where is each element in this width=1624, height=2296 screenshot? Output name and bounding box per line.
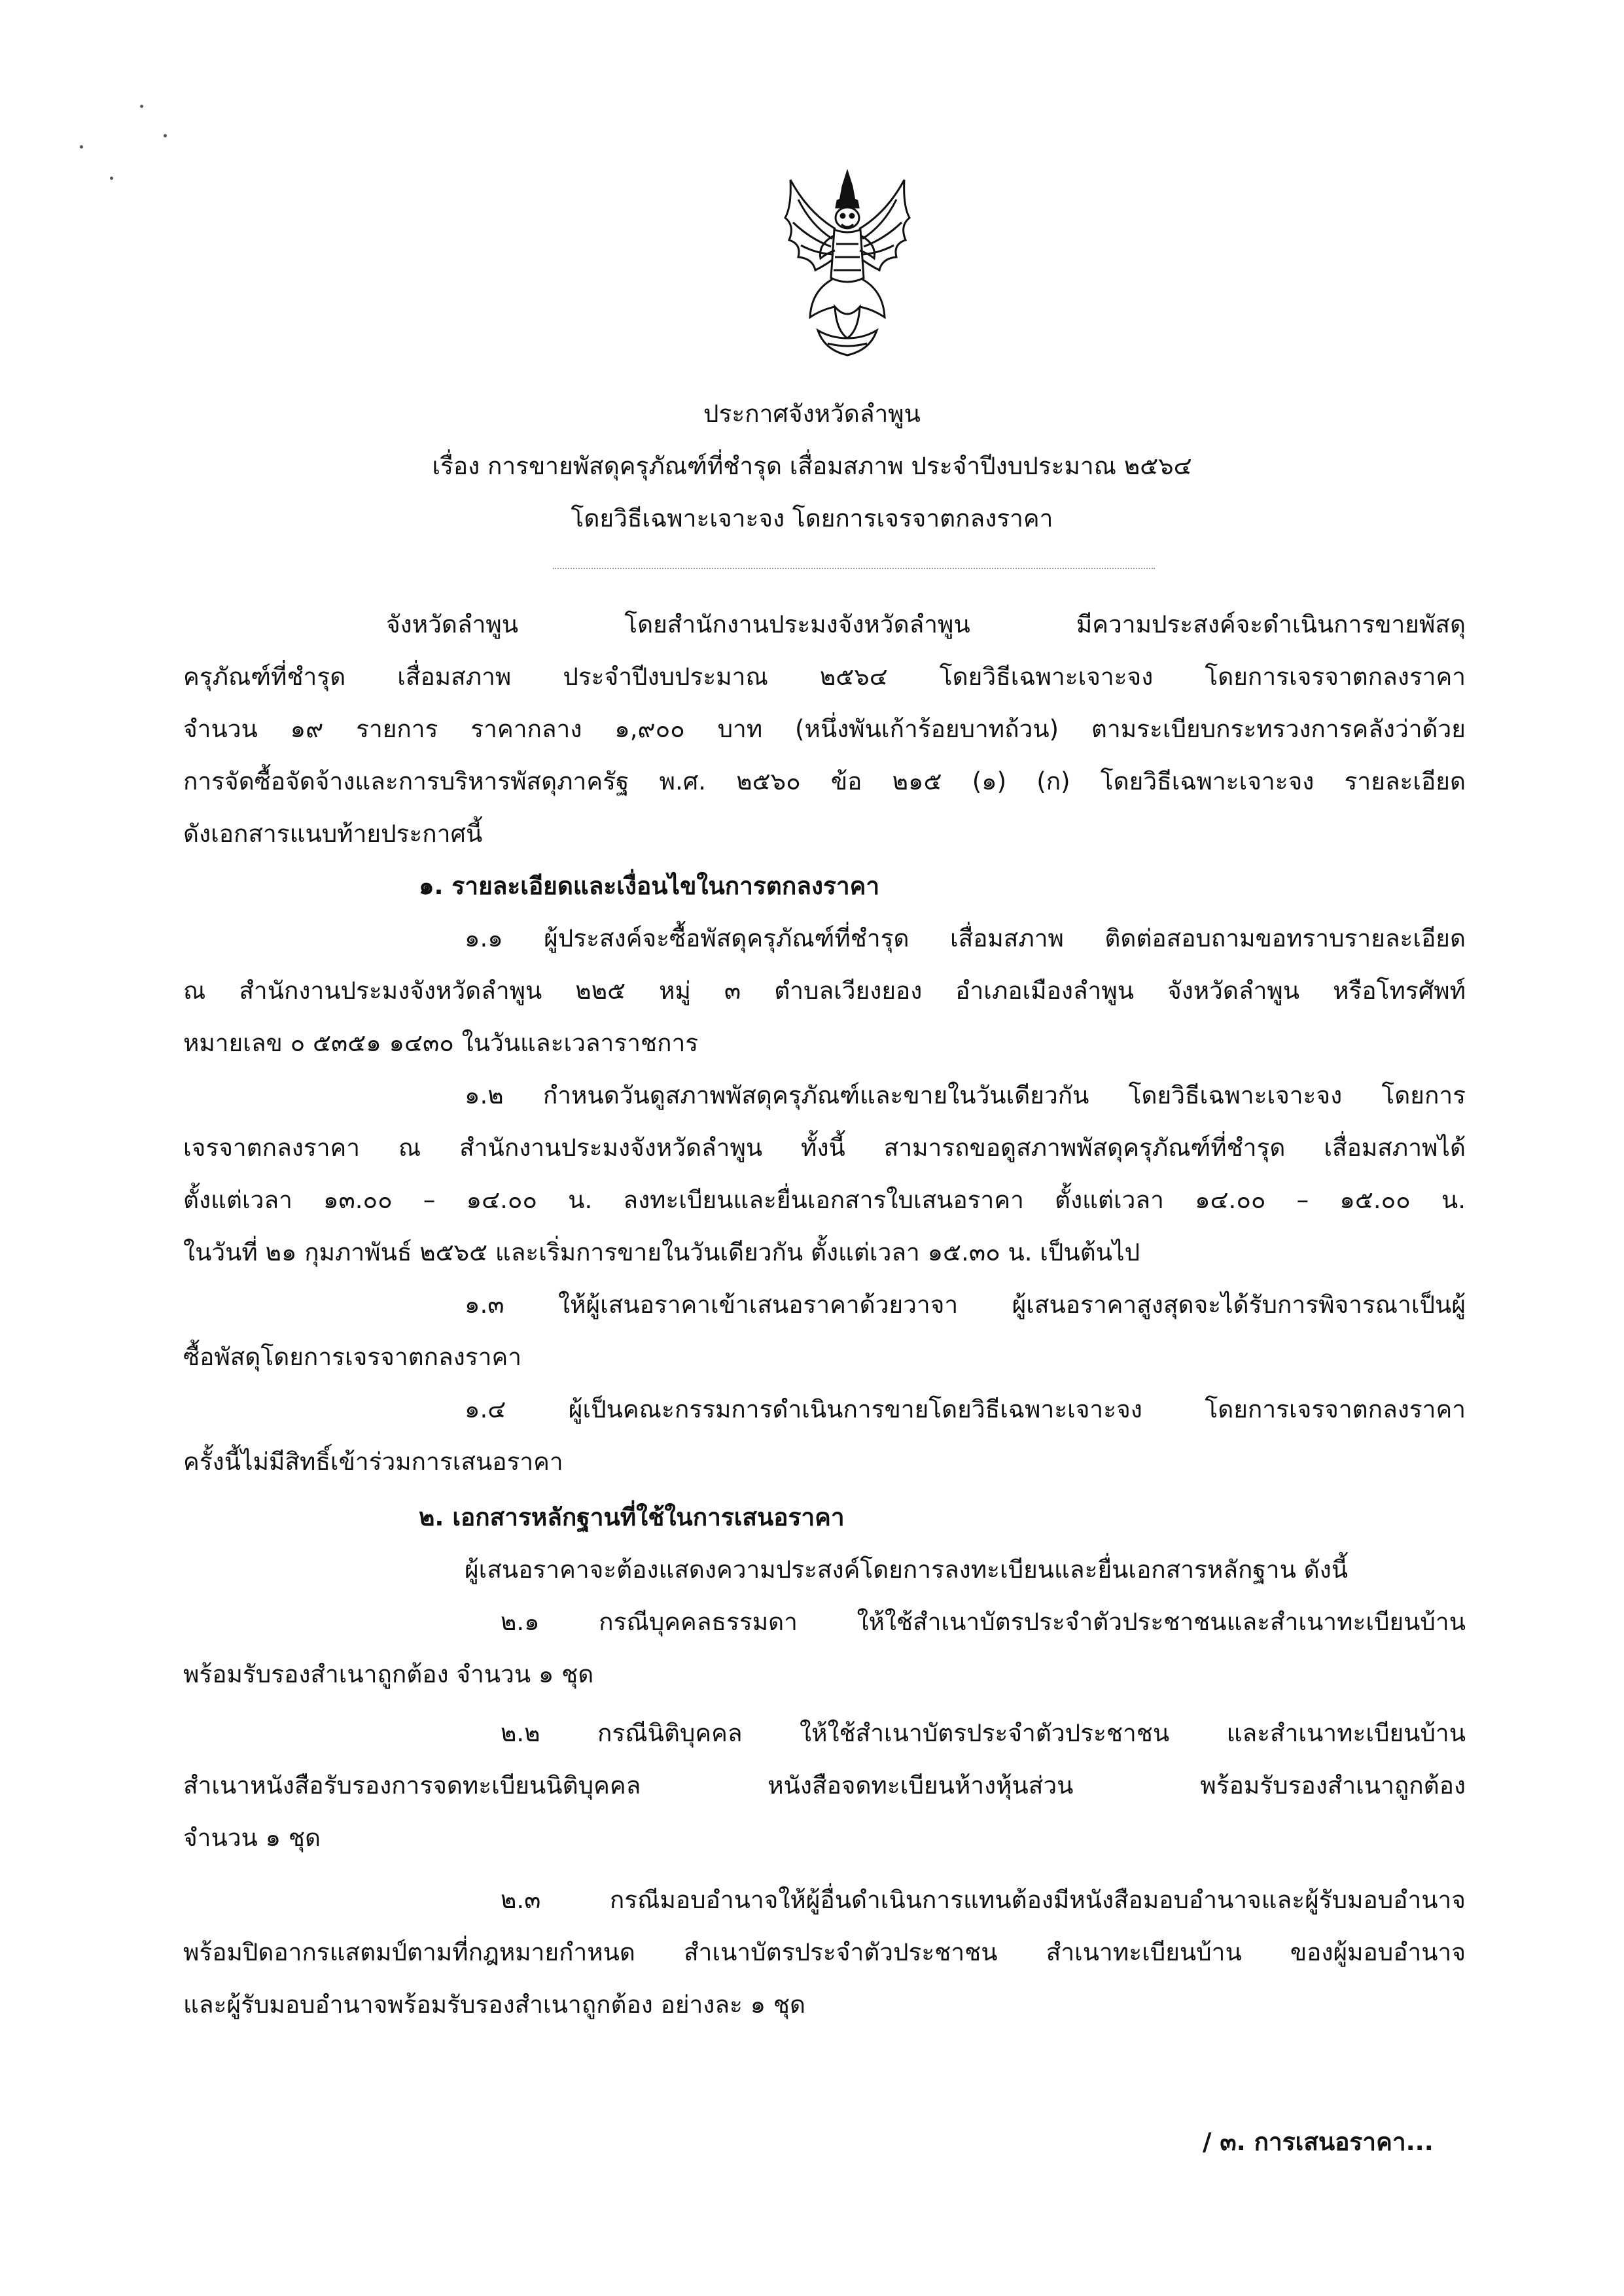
section-1-item-2: ในวันที่ ๒๑ กุมภาพันธ์ ๒๕๖๕ และเริ่มการขายในวันเดียวกัน ตั้งแต่เวลา ๑๕.๓๐ น. เป็นต้นไป [183, 1238, 1140, 1266]
section-1-item-2: เจรจาตกลงราคา ณ สำนักงานประมงจังหวัดลำพูน ทั้งนี้ สามารถขอดูสภาพพัสดุครุภัณฑ์ที่ชำรุด เสื่อมสภาพได้ [183, 1134, 1466, 1162]
scan-speck [164, 134, 167, 137]
section-2-item-2: ๒.๒ กรณีนิติบุคคล ให้ใช้สำเนาบัตรประจำตัวประชาชน และสำเนาทะเบียนบ้าน [501, 1719, 1466, 1747]
subject-line: เรื่อง การขายพัสดุครุภัณฑ์ที่ชำรุด เสื่อมสภาพ ประจำปีงบประมาณ ๒๕๖๔ [432, 452, 1192, 480]
section-1-item-4: ครั้งนี้ไม่มีสิทธิ์เข้าร่วมการเสนอราคา [183, 1448, 563, 1476]
intro-line: จังหวัดลำพูน โดยสำนักงานประมงจังหวัดลำพูน มีความประสงค์จะดำเนินการขายพัสดุ [386, 610, 1466, 638]
method-line: โดยวิธีเฉพาะเจาะจง โดยการเจรจาตกลงราคา [571, 504, 1053, 532]
header-divider [553, 568, 1155, 569]
intro-line: ดังเอกสารแนบท้ายประกาศนี้ [183, 820, 483, 848]
garuda-emblem-icon [772, 167, 923, 363]
intro-line: ครุภัณฑ์ที่ชำรุด เสื่อมสภาพ ประจำปีงบประมาณ ๒๕๖๔ โดยวิธีเฉพาะเจาะจง โดยการเจรจาตกลงราคา [183, 663, 1466, 691]
section-1-item-1: ณ สำนักงานประมงจังหวัดลำพูน ๒๒๕ หมู่ ๓ ตำบลเวียงยอง อำเภอเมืองลำพูน จังหวัดลำพูน หรือโทรศัพท์ [183, 977, 1466, 1005]
intro-line: จำนวน ๑๙ รายการ ราคากลาง ๑,๙๐๐ บาท (หนึ่งพันเก้าร้อยบาทถ้วน) ตามระเบียบกระทรวงการคลังว่าด้วย [183, 715, 1466, 743]
section-1-item-3: ซื้อพัสดุโดยการเจรจาตกลงราคา [183, 1343, 521, 1371]
section-1-item-4: ๑.๔ ผู้เป็นคณะกรรมการดำเนินการขายโดยวิธีเฉพาะเจาะจง โดยการเจรจาตกลงราคา [465, 1395, 1466, 1423]
intro-line: การจัดซื้อจัดจ้างและการบริหารพัสดุภาครัฐ พ.ศ. ๒๕๖๐ ข้อ ๒๑๕ (๑) (ก) โดยวิธีเฉพาะเจาะจง รายละเอียด [183, 767, 1466, 795]
section-1-item-3: ๑.๓ ให้ผู้เสนอราคาเข้าเสนอราคาด้วยวาจา ผู้เสนอราคาสูงสุดจะได้รับการพิจารณาเป็นผู้ [465, 1291, 1466, 1319]
section-2-lead: ผู้เสนอราคาจะต้องแสดงความประสงค์โดยการลงทะเบียนและยื่นเอกสารหลักฐาน ดังนี้ [465, 1556, 1349, 1584]
section-1-item-2: ๑.๒ กำหนดวันดูสภาพพัสดุครุภัณฑ์และขายในวันเดียวกัน โดยวิธีเฉพาะเจาะจง โดยการ [465, 1081, 1466, 1109]
continuation-note: / ๓. การเสนอราคา... [1203, 2128, 1434, 2156]
section-2-item-3: ๒.๓ กรณีมอบอำนาจให้ผู้อื่นดำเนินการแทนต้องมีหนังสือมอบอำนาจและผู้รับมอบอำนาจ [501, 1886, 1466, 1914]
section-2-item-3: พร้อมปิดอากรแสตมป์ตามที่กฎหมายกำหนด สำเนาบัตรประจำตัวประชาชน สำเนาทะเบียนบ้าน ของผู้มอบอำนาจ [183, 1938, 1466, 1966]
section-2-item-2: จำนวน ๑ ชุด [183, 1824, 321, 1852]
scan-speck [110, 177, 113, 180]
section-1-item-2: ตั้งแต่เวลา ๑๓.๐๐ – ๑๔.๐๐ น. ลงทะเบียนและยื่นเอกสารใบเสนอราคา ตั้งแต่เวลา ๑๔.๐๐ – ๑๕.๐๐ น. [183, 1186, 1466, 1214]
section-2-item-2: สำเนาหนังสือรับรองการจดทะเบียนนิติบุคคล หนังสือจดทะเบียนห้างหุ้นส่วน พร้อมรับรองสำเนาถูกต้อง [183, 1771, 1466, 1800]
section-1-item-1: หมายเลข ๐ ๕๓๕๑ ๑๔๓๐ ในวันและเวลาราชการ [183, 1029, 699, 1057]
page-title: ประกาศจังหวัดลำพูน [703, 400, 921, 428]
scan-speck [80, 145, 83, 148]
scan-speck [140, 105, 143, 108]
section-2-item-1: พร้อมรับรองสำเนาถูกต้อง จำนวน ๑ ชุด [183, 1660, 594, 1688]
section-2-heading: ๒. เอกสารหลักฐานที่ใช้ในการเสนอราคา [419, 1503, 845, 1531]
section-1-item-1: ๑.๑ ผู้ประสงค์จะซื้อพัสดุครุภัณฑ์ที่ชำรุด เสื่อมสภาพ ติดต่อสอบถามขอทราบรายละเอียด [465, 924, 1466, 952]
section-2-item-1: ๒.๑ กรณีบุคคลธรรมดา ให้ใช้สำเนาบัตรประจำตัวประชาชนและสำเนาทะเบียนบ้าน [501, 1608, 1466, 1636]
section-2-item-3: และผู้รับมอบอำนาจพร้อมรับรองสำเนาถูกต้อง อย่างละ ๑ ชุด [183, 1991, 806, 2019]
section-1-heading: ๑. รายละเอียดและเงื่อนไขในการตกลงราคา [419, 872, 880, 900]
